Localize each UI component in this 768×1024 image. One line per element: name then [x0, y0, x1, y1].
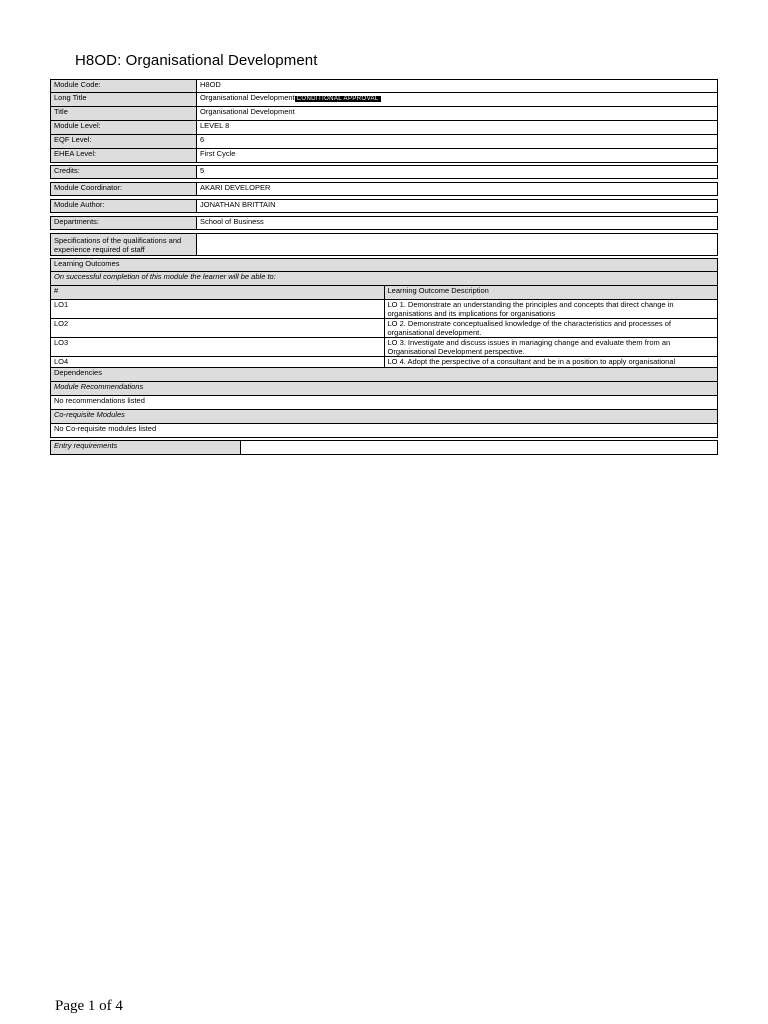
- learning-outcomes-table: [50, 258, 718, 380]
- title-label: Title: [51, 107, 197, 121]
- lo-id: LO1: [51, 300, 385, 319]
- lo-id: LO4: [51, 357, 385, 380]
- author-label: Module Author:: [51, 200, 197, 213]
- dependencies-table: [50, 367, 718, 438]
- ehea-level-label: EHEA Level:: [51, 149, 197, 163]
- lo-id: LO2: [51, 319, 385, 338]
- long-title-value: Organisational Development: [200, 93, 295, 102]
- table-row: [51, 300, 718, 319]
- corequisite-value: No Co-requisite modules listed: [51, 424, 718, 438]
- conditional-approval-badge: CONDITIONAL APPROVAL: [296, 96, 379, 102]
- departments-table: [50, 216, 718, 230]
- lo-id: LO3: [51, 338, 385, 357]
- departments-value: School of Business: [197, 217, 718, 230]
- dependencies-heading: Dependencies: [51, 368, 718, 382]
- long-title-label: Long Title: [51, 93, 197, 107]
- entry-requirements-value: [241, 441, 718, 455]
- coordinator-value: AKARI DEVELOPER: [197, 183, 718, 196]
- specifications-label: Specifications of the qualifications and experience required of staff: [51, 234, 197, 256]
- lo-desc: LO 2. Demonstrate conceptualised knowledge of the characteristics and processes of organisational development.: [384, 319, 718, 338]
- coordinator-label: Module Coordinator:: [51, 183, 197, 196]
- lo-desc: LO 3. Investigate and discuss issues in managing change and evaluate them from an Organisational Development perspective.: [384, 338, 718, 357]
- long-title-cell: [197, 93, 718, 107]
- lo-desc: LO 4. Adopt the perspective of a consultant and be in a position to apply organisational: [384, 357, 718, 380]
- author-value: JONATHAN BRITTAIN: [197, 200, 718, 213]
- author-table: [50, 199, 718, 213]
- departments-label: Departments:: [51, 217, 197, 230]
- entry-requirements-label: Entry requirements: [51, 441, 241, 455]
- title-value: Organisational Development: [197, 107, 718, 121]
- entry-requirements-table: [50, 440, 718, 455]
- eqf-level-value: 6: [197, 135, 718, 149]
- table-row: [51, 319, 718, 338]
- lo-desc: LO 1. Demonstrate an understanding the principles and concepts that direct change in organisations and its implications for organisations: [384, 300, 718, 319]
- coordinator-table: [50, 182, 718, 196]
- module-info-table: [50, 79, 718, 163]
- specifications-value: [197, 234, 718, 256]
- module-recommendations-value: No recommendations listed: [51, 396, 718, 410]
- lo-col-num-header: #: [51, 286, 385, 300]
- module-level-value: LEVEL 8: [197, 121, 718, 135]
- eqf-level-label: EQF Level:: [51, 135, 197, 149]
- module-code-value: H8OD: [197, 80, 718, 93]
- page-footer: Page 1 of 4: [55, 998, 123, 1014]
- credits-table: [50, 165, 718, 179]
- credits-label: Credits:: [51, 166, 197, 179]
- ehea-level-value: First Cycle: [197, 149, 718, 163]
- module-level-label: Module Level:: [51, 121, 197, 135]
- learning-outcomes-intro: On successful completion of this module the learner will be able to:: [51, 272, 718, 286]
- corequisite-label: Co-requisite Modules: [51, 410, 718, 424]
- learning-outcomes-heading: Learning Outcomes: [51, 259, 718, 272]
- lo-col-desc-header: Learning Outcome Description: [384, 286, 718, 300]
- page-title: H8OD: Organisational Development: [75, 52, 318, 69]
- module-recommendations-label: Module Recommendations: [51, 382, 718, 396]
- module-code-label: Module Code:: [51, 80, 197, 93]
- table-row: [51, 338, 718, 357]
- specifications-table: [50, 233, 718, 256]
- credits-value: 5: [197, 166, 718, 179]
